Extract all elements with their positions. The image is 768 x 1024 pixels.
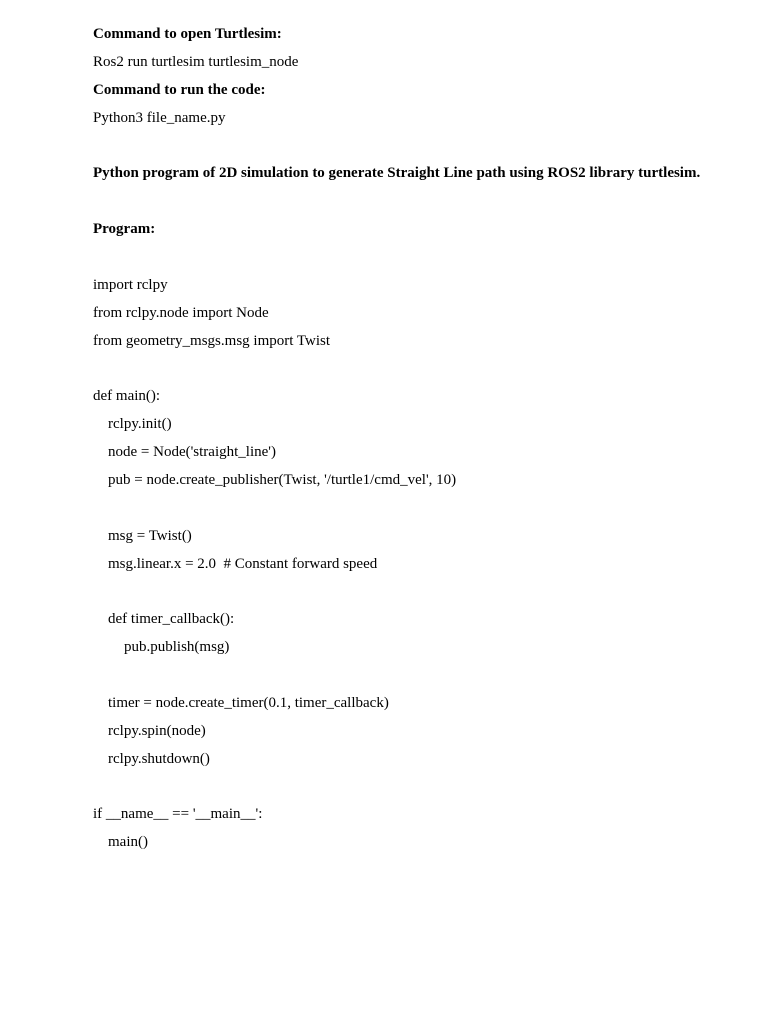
code-line: msg.linear.x = 2.0 # Constant forward speed (108, 556, 378, 572)
open-command-label: Command to open Turtlesim: (93, 26, 282, 42)
program-label: Program: (93, 221, 156, 237)
code-line: rclpy.init() (108, 416, 172, 432)
code-line: from rclpy.node import Node (93, 305, 269, 321)
code-line: if __name__ == '__main__': (93, 806, 263, 822)
code-line: rclpy.shutdown() (108, 751, 210, 767)
code-line: rclpy.spin(node) (108, 723, 206, 739)
run-command-label: Command to run the code: (93, 82, 266, 98)
code-line: pub.publish(msg) (124, 639, 230, 655)
open-command: Ros2 run turtlesim turtlesim_node (93, 54, 299, 70)
code-line: from geometry_msgs.msg import Twist (93, 333, 330, 349)
code-line: pub = node.create_publisher(Twist, '/turtle1/cmd_vel', 10) (108, 472, 457, 488)
run-command: Python3 file_name.py (93, 110, 226, 126)
code-line: import rclpy (93, 277, 168, 293)
code-line: msg = Twist() (108, 528, 192, 544)
code-line: def timer_callback(): (108, 611, 235, 627)
code-line: def main(): (93, 388, 161, 404)
code-line: timer = node.create_timer(0.1, timer_callback) (108, 695, 389, 711)
code-line: main() (108, 834, 148, 850)
document-title: Python program of 2D simulation to generate Straight Line path using ROS2 library turtlesim. (93, 165, 701, 181)
code-line: node = Node('straight_line') (108, 444, 276, 460)
